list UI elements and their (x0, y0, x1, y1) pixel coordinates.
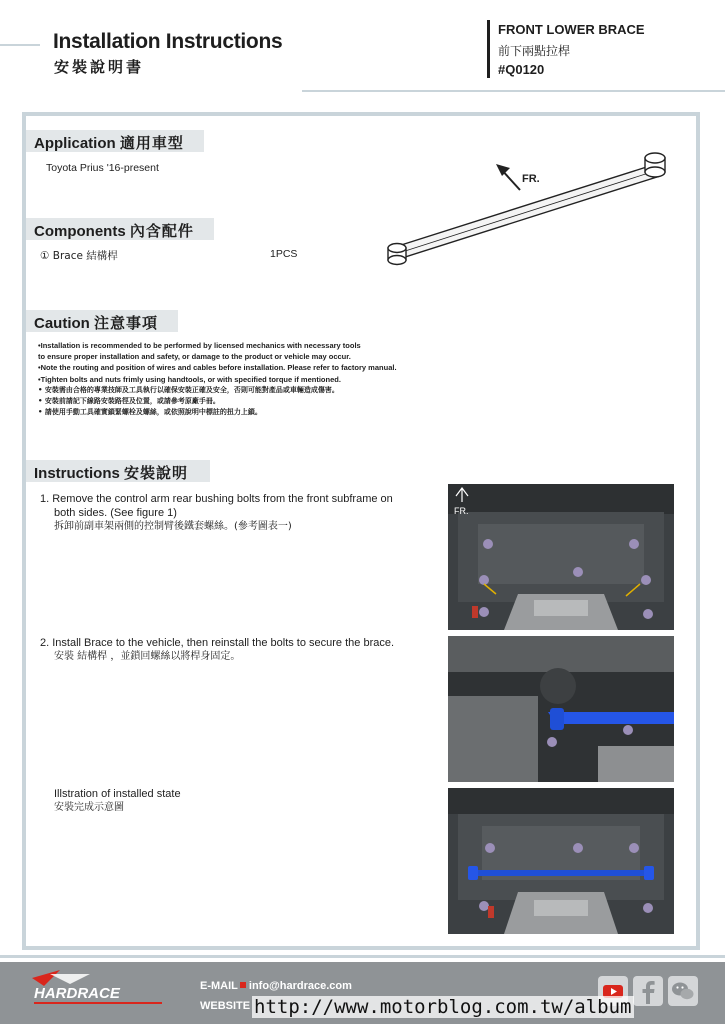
brace-bushing-front (645, 153, 665, 177)
step-1-text-cont: both sides. (See figure 1) (54, 507, 177, 519)
photo-fr-label: FR. (454, 506, 469, 516)
caution-line: •Installation is recommended to be performed by licensed mechanics with necessary tools (38, 341, 361, 350)
page-title-cn: 安裝說明書 (54, 58, 145, 76)
product-name: FRONT LOWER BRACE (498, 22, 645, 37)
step-2-text-cn: 安裝 結構桿 ，並鎖回螺絲以將桿身固定。 (54, 651, 241, 662)
brand-name: HARDRACE (34, 985, 120, 1002)
caution-list (38, 340, 397, 418)
step-1 (40, 492, 440, 534)
wechat-icon[interactable] (668, 976, 698, 1006)
website-label: WEBSITE (200, 1000, 251, 1012)
illustration-label: Illstration of installed state (54, 788, 181, 800)
brace-bushing-rear (388, 244, 406, 265)
step-2-text: 2. Install Brace to the vehicle, then reinstall the bolts to secure the brace. (40, 637, 395, 649)
illustration-caption (54, 787, 354, 815)
direction-label: FR. (522, 173, 540, 185)
page-title: Installation Instructions (53, 30, 283, 53)
caution-line: • 安裝前請記下線路安裝路徑及位置，或請參考原廠手冊。 (38, 397, 220, 406)
caution-heading: Caution 注意事項 (26, 310, 178, 332)
product-name-cn: 前下兩點拉桿 (498, 44, 571, 58)
step-1-text-cn: 拆卸前副車架兩側的控制臂後鐵套螺絲。(參考圖表一) (54, 521, 292, 532)
caution-line: •Note the routing and position of wires and cables before installation. Please refer to factory manual. (38, 363, 397, 373)
header-rule-right (302, 90, 725, 92)
components-heading: Components 內含配件 (26, 218, 214, 240)
photo-figure-2 (448, 636, 674, 782)
photo-figure-1 (448, 484, 674, 630)
facebook-icon[interactable] (633, 976, 663, 1006)
hardrace-logo (30, 968, 165, 1008)
email-label: E-MAIL (200, 980, 238, 992)
illustration-label-cn: 安裝完成示意圖 (54, 802, 124, 813)
photo-installed (448, 788, 674, 934)
header-rule-left (0, 44, 40, 46)
step-2 (40, 636, 440, 664)
brace-diagram (380, 150, 680, 275)
step-1-text: 1. Remove the control arm rear bushing bolts from the front subframe on (40, 493, 393, 505)
instructions-heading: Instructions 安裝說明 (26, 460, 210, 482)
header-divider (487, 20, 490, 78)
direction-arrow-icon (496, 164, 520, 190)
caution-line: • 安裝需由合格的專業技師及工具執行以確保安裝正確及安全，否則可能對產品或車輛造成傷害。 (38, 385, 339, 394)
application-vehicle: Toyota Prius '16-present (46, 162, 159, 174)
email-link[interactable]: info@hardrace.com (248, 980, 352, 992)
component-item-name: ① Brace 結構桿 (40, 250, 118, 262)
watermark-url: http://www.motorblog.com.tw/album (254, 996, 632, 1018)
part-number: #Q0120 (498, 62, 545, 77)
email-row (200, 976, 352, 996)
component-item-qty: 1PCS (270, 248, 298, 260)
application-heading: Application 適用車型 (26, 130, 204, 152)
caution-line: • 請使用手動工具確實鎖緊螺栓及螺絲，或依照說明中標註的扭力上鎖。 (38, 408, 262, 417)
caution-line: to ensure proper installation and safety, or damage to the product or vehicle may occur. (38, 352, 351, 362)
footer-rule (0, 955, 725, 958)
caution-line: •Tighten bolts and nuts frimly using handtools, or with specified torque if mentioned. (38, 374, 341, 384)
